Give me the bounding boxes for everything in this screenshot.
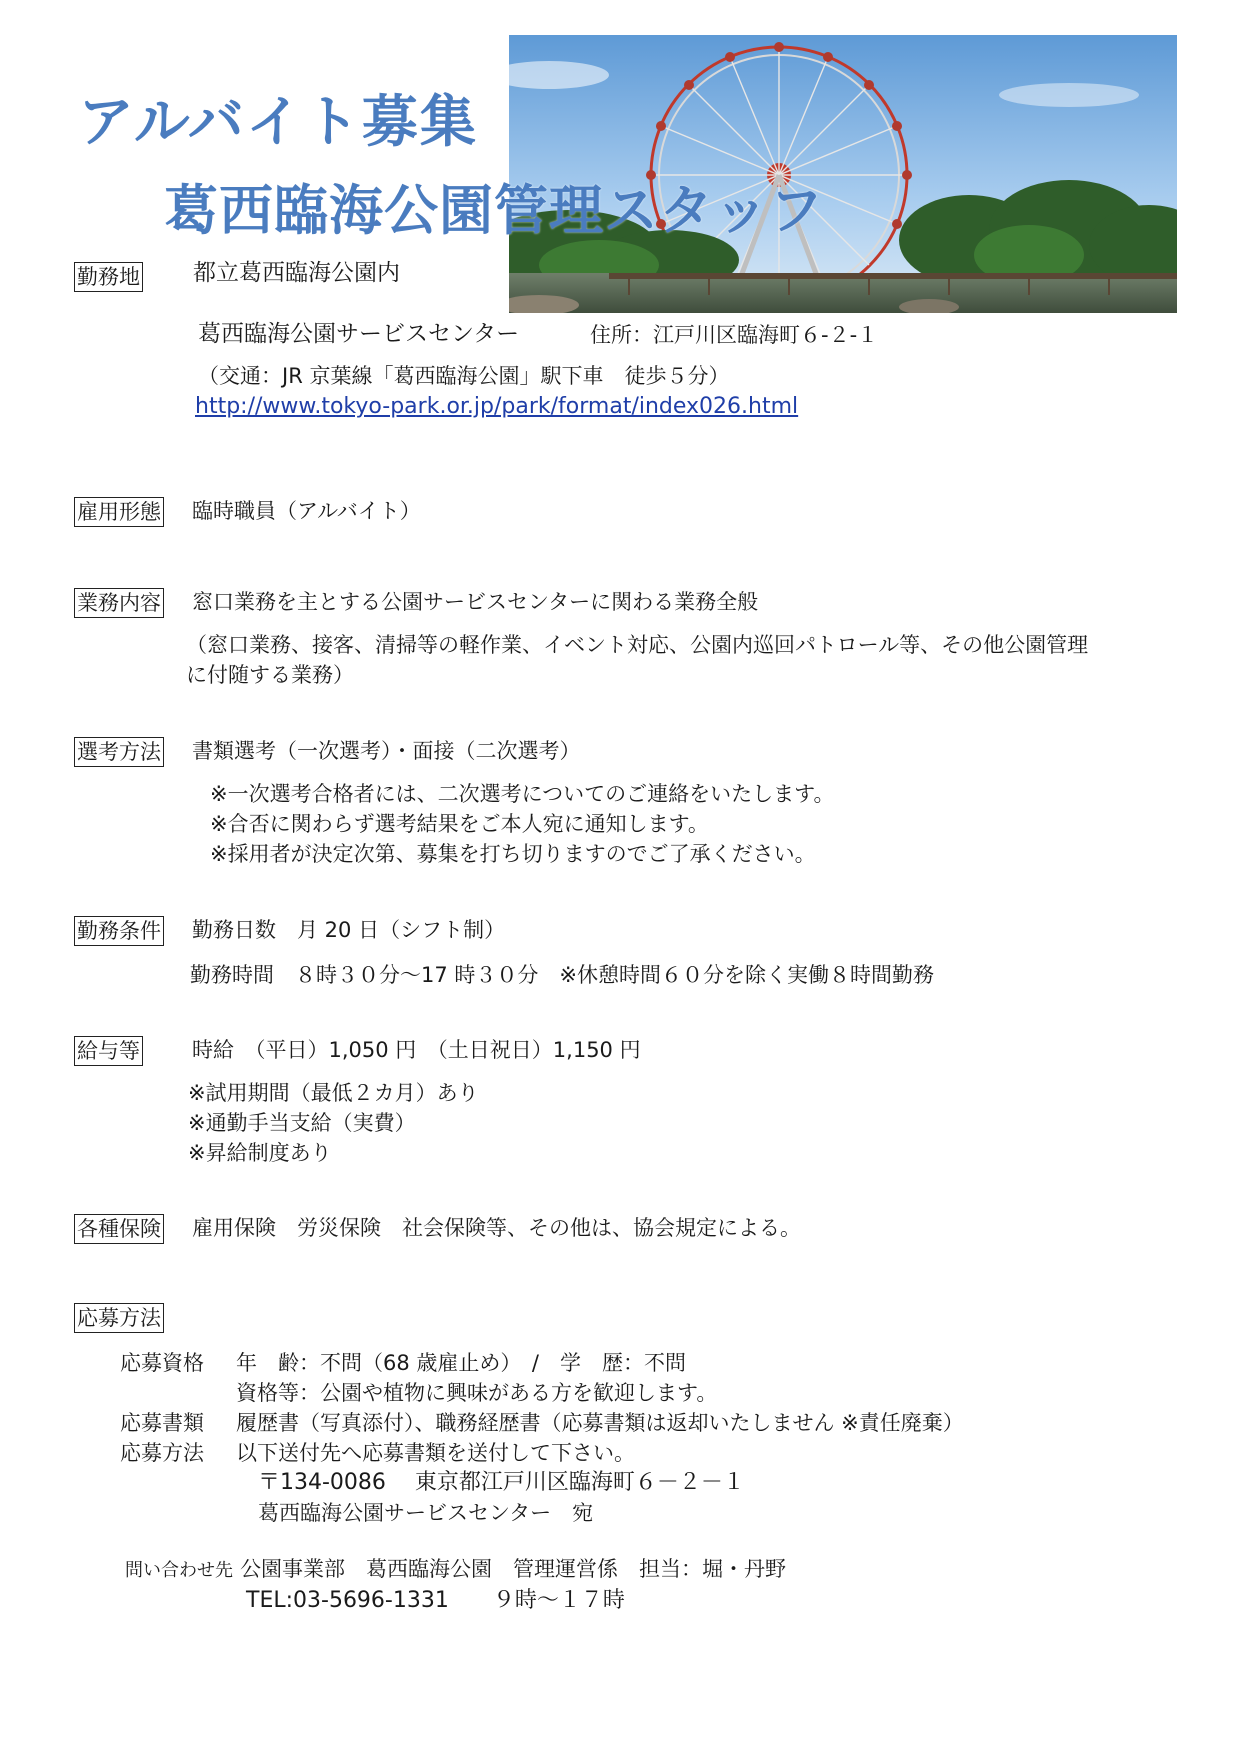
postal-address: 〒134-0086 東京都江戸川区臨海町６－２－１	[258, 1470, 745, 1495]
contact-phone-hours: TEL:03-5696-1331 ９時～１７時	[246, 1588, 625, 1613]
service-center-address: 住所：江戸川区臨海町６-２-１	[590, 323, 879, 347]
salary-note: ※試用期間（最低２カ月）あり	[188, 1081, 479, 1105]
page-title: アルバイト募集	[78, 90, 478, 155]
hourly-wage: 時給 （平日）1,050 円 （土日祝日）1,150 円	[192, 1038, 641, 1062]
recipient: 葛西臨海公園サービスセンター 宛	[258, 1501, 594, 1525]
job-content-value: 窓口業務を主とする公園サービスセンターに関わる業務全般	[192, 590, 759, 614]
selection-note: ※合否に関わらず選考結果をご本人宛に通知します。	[210, 812, 709, 836]
working-days: 勤務日数 月 20 日（シフト制）	[192, 918, 506, 942]
documents-label: 応募書類	[120, 1411, 204, 1435]
method-value: 以下送付先へ応募書類を送付して下さい。	[236, 1441, 635, 1465]
park-website-link[interactable]: http://www.tokyo-park.or.jp/park/format/index026.html	[195, 394, 799, 419]
work-location-label: 勤務地	[74, 262, 143, 292]
job-content-detail-1: （窓口業務、接客、清掃等の軽作業、イベント対応、公園内巡回パトロール等、その他公園管理	[186, 633, 1089, 657]
salary-note: ※通勤手当支給（実費）	[188, 1111, 416, 1135]
method-label: 応募方法	[120, 1441, 204, 1465]
selection-value: 書類選考（一次選考）・面接（二次選考）	[192, 739, 581, 763]
employment-type-value: 臨時職員（アルバイト）	[192, 499, 421, 523]
job-content-label: 業務内容	[74, 588, 164, 618]
contact-label: 問い合わせ先	[125, 1560, 233, 1581]
working-hours: 勤務時間 ８時３０分～17 時３０分 ※休憩時間６０分を除く実働８時間勤務	[190, 963, 934, 987]
insurance-label: 各種保険	[74, 1214, 164, 1244]
contact-value: 公園事業部 葛西臨海公園 管理運営係 担当：堀・丹野	[240, 1557, 786, 1581]
salary-note: ※昇給制度あり	[188, 1141, 332, 1165]
selection-note: ※一次選考合格者には、二次選考についてのご連絡をいたします。	[210, 782, 835, 806]
selection-note: ※採用者が決定次第、募集を打ち切りますのでご了承ください。	[210, 842, 816, 866]
application-label: 応募方法	[74, 1303, 164, 1333]
qualification-label: 応募資格	[120, 1351, 204, 1375]
insurance-value: 雇用保険 労災保険 社会保険等、その他は、協会規定による。	[192, 1216, 801, 1240]
qualification-other: 資格等：公園や植物に興味がある方を歓迎します。	[236, 1381, 718, 1405]
job-content-detail-2: に付随する業務）	[186, 663, 354, 687]
page-subtitle: 葛西臨海公園管理スタッフ	[164, 179, 824, 242]
service-center-name: 葛西臨海公園サービスセンター	[198, 321, 520, 347]
access-info: （交通：JR 京葉線「葛西臨海公園」駅下車 徒歩５分）	[198, 364, 730, 388]
employment-type-label: 雇用形態	[74, 497, 164, 527]
conditions-label: 勤務条件	[74, 916, 164, 946]
salary-label: 給与等	[74, 1036, 143, 1066]
work-location-value: 都立葛西臨海公園内	[193, 260, 400, 286]
documents-value: 履歴書（写真添付）、職務経歴書（応募書類は返却いたしません ※責任廃棄）	[236, 1411, 964, 1435]
qualification-age-education: 年 齢：不問（68 歳雇止め） / 学 歴：不問	[236, 1351, 686, 1375]
selection-label: 選考方法	[74, 737, 164, 767]
